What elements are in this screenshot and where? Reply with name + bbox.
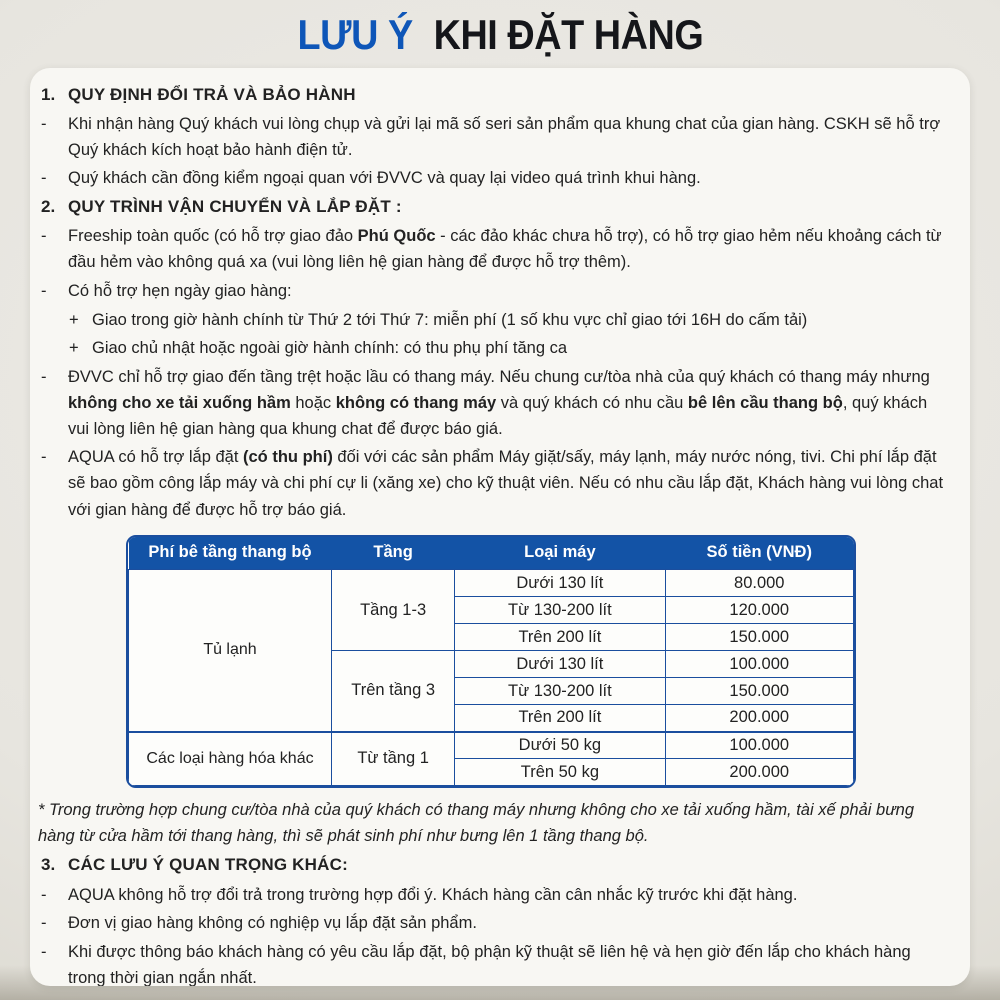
bullet-item [38, 910, 944, 936]
table-row [129, 732, 854, 759]
title-highlight: LƯU Ý [297, 11, 413, 58]
sub-bullet-text: Giao trong giờ hành chính từ Thứ 2 tới Thứ 7: miễn phí (1 số khu vực chỉ giao tới 16H do cấm tải) [92, 310, 808, 329]
table-header-type: Loại máy [455, 537, 665, 570]
section-2-number: 2. [41, 197, 56, 217]
table-header-row [129, 537, 854, 570]
bullet-item [38, 444, 944, 522]
bullet-text: ĐVVC chỉ hỗ trợ giao đến tầng trệt hoặc lầu có thang máy. Nếu chung cư/tòa nhà của quý khách có thang máy nhưng không cho xe tải xuống hầm hoặc không có thang máy và quý khách có nhu cầu bê lên cầu thang bộ, quý khách vui lòng liên hệ gian hàng qua khung chat để được báo giá. [68, 367, 930, 438]
sub-bullet-item [66, 335, 944, 361]
type-cell: Từ 130-200 lít [455, 597, 665, 624]
bullet-plus-icon: + [69, 339, 79, 358]
section-1-title: QUY ĐỊNH ĐỔI TRẢ VÀ BẢO HÀNH [68, 84, 356, 104]
bullet-item [38, 111, 944, 163]
bullet-text: Khi được thông báo khách hàng có yêu cầu lắp đặt, bộ phận kỹ thuật sẽ liên hệ và hẹn giờ đến lắp cho khách hàng trong thời gian ngắn nhất. [68, 942, 911, 986]
type-cell: Từ 130-200 lít [455, 678, 665, 705]
bullet-dash-icon: - [41, 282, 47, 301]
page-title-text [297, 11, 703, 59]
bullet-text: Khi nhận hàng Quý khách vui lòng chụp và gửi lại mã số seri sản phẩm qua khung chat của gian hàng. CSKH sẽ hỗ trợ Quý khách kích hoạt bảo hành điện tử. [68, 114, 941, 159]
price-cell: 200.000 [665, 705, 854, 732]
bullet-item [38, 278, 944, 304]
bullet-text: Quý khách cần đồng kiểm ngoại quan với ĐVVC và quay lại video quá trình khui hàng. [68, 169, 701, 188]
section-2-heading [38, 194, 944, 221]
type-cell: Dưới 130 lít [455, 651, 665, 678]
bullet-dash-icon: - [41, 114, 47, 133]
bullet-dash-icon: - [41, 169, 47, 188]
bullet-dash-icon: - [41, 367, 47, 386]
bullet-item [38, 364, 944, 442]
floor-cell: Trên tầng 3 [332, 651, 455, 732]
price-cell: 150.000 [665, 678, 854, 705]
bullet-text: Freeship toàn quốc (có hỗ trợ giao đảo Phú Quốc - các đảo khác chưa hỗ trợ), có hỗ trợ giao hẻm nếu khoảng cách từ đầu hẻm vào không quá xa (vui lòng liên hệ gian hàng để được hỗ trợ thêm). [68, 227, 942, 272]
bullet-dash-icon: - [41, 448, 47, 467]
sub-bullet-item [66, 307, 944, 333]
title-rest: KHI ĐẶT HÀNG [433, 11, 703, 58]
section-3-title: CÁC LƯU Ý QUAN TRỌNG KHÁC: [68, 855, 348, 875]
price-cell: 120.000 [665, 597, 854, 624]
bullet-dash-icon: - [41, 885, 47, 904]
bullet-text: Có hỗ trợ hẹn ngày giao hàng: [68, 282, 292, 301]
footnote: * Trong trường hợp chung cư/tòa nhà của quý khách có thang máy nhưng không cho xe tải xuống hầm, tài xế phải bưng hàng từ cửa hầm tới thang hàng, thì sẽ phát sinh phí như bưng lên 1 tầng thang bộ. [38, 801, 915, 846]
type-cell: Trên 200 lít [455, 624, 665, 651]
bullet-text: Đơn vị giao hàng không có nghiệp vụ lắp đặt sản phẩm. [68, 914, 477, 933]
bullet-item [38, 939, 944, 986]
bullet-plus-icon: + [69, 310, 79, 329]
price-cell: 80.000 [665, 570, 854, 597]
bullet-dash-icon: - [41, 914, 47, 933]
bullet-dash-icon: - [41, 942, 47, 961]
stair-fee-table [126, 535, 856, 789]
price-cell: 200.000 [665, 759, 854, 786]
price-cell: 100.000 [665, 732, 854, 759]
type-cell: Trên 50 kg [455, 759, 665, 786]
section-2-title: QUY TRÌNH VẬN CHUYỂN VÀ LẮP ĐẶT : [68, 197, 402, 217]
floor-cell: Từ tầng 1 [332, 732, 455, 786]
section-3-heading [38, 852, 944, 879]
category-cell: Các loại hàng hóa khác [129, 732, 332, 786]
section-1-heading [38, 82, 944, 109]
type-cell: Dưới 50 kg [455, 732, 665, 759]
category-cell: Tủ lạnh [129, 570, 332, 732]
bullet-dash-icon: - [41, 227, 47, 246]
notice-card [30, 68, 970, 986]
type-cell: Trên 200 lít [455, 705, 665, 732]
type-cell: Dưới 130 lít [455, 570, 665, 597]
floor-cell: Tầng 1-3 [332, 570, 455, 651]
bullet-text: AQUA không hỗ trợ đổi trả trong trường hợp đổi ý. Khách hàng cần cân nhắc kỹ trước khi đặt hàng. [68, 885, 798, 904]
bullet-text: AQUA có hỗ trợ lắp đặt (có thu phí) đối với các sản phẩm Máy giặt/sấy, máy lạnh, máy nước nóng, tivi. Chi phí lắp đặt sẽ bao gồm công lắp máy và chi phí cự li (xăng xe) cho kỹ thuật viên. Nếu có nhu cầu lắp đặt, Khách hàng vui lòng chat với gian hàng để được hỗ trợ báo giá. [68, 448, 944, 519]
section-1-number: 1. [41, 84, 56, 104]
page-title [0, 6, 1000, 64]
table-header-floor: Tầng [332, 537, 455, 570]
table-header-category: Phí bê tầng thang bộ [129, 537, 332, 570]
bullet-item [38, 223, 944, 275]
section-3-number: 3. [41, 855, 56, 875]
table-row [129, 570, 854, 597]
price-cell: 100.000 [665, 651, 854, 678]
sub-bullet-text: Giao chủ nhật hoặc ngoài giờ hành chính: có thu phụ phí tăng ca [92, 339, 568, 358]
price-cell: 150.000 [665, 624, 854, 651]
bullet-item [38, 165, 944, 191]
table-header-price: Số tiền (VNĐ) [665, 537, 854, 570]
bullet-item [38, 882, 944, 908]
